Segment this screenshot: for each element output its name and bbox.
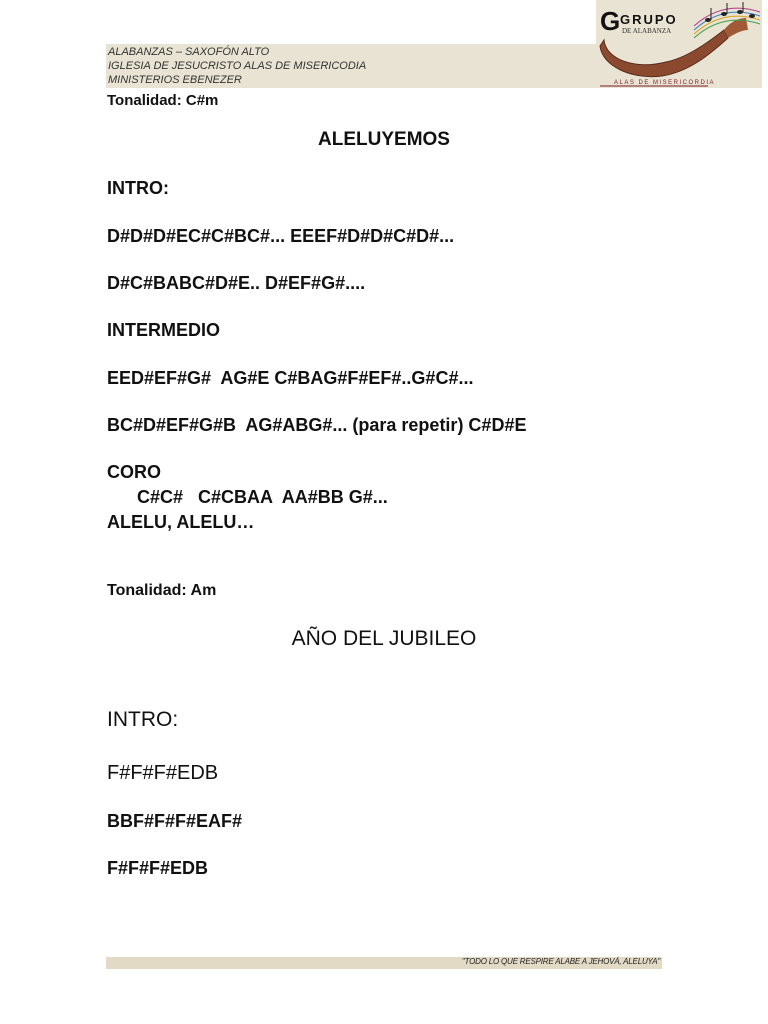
logo-sub: DE ALABANZA	[622, 27, 672, 35]
song1-line-5: EED#EF#G# AG#E C#BAG#F#EF#..G#C#...	[107, 368, 474, 388]
logo-graphic	[596, 0, 762, 88]
header-line-3: MINISTERIOS EBENEZER	[108, 74, 242, 86]
header-line-1: ALABANZAS – SAXOFÓN ALTO	[108, 46, 270, 58]
horn-icon	[600, 30, 728, 77]
logo-g-letter: G	[600, 6, 621, 36]
song1-key: Tonalidad: C#m	[107, 92, 219, 109]
song1-line-9: ALELU, ALELU…	[107, 512, 255, 532]
song2-key: Tonalidad: Am	[107, 582, 217, 599]
song1-line-7: CORO	[107, 462, 161, 482]
song1-line-4: INTERMEDIO	[107, 320, 221, 340]
song2-line-2: F#F#F#EDB	[107, 762, 219, 784]
song1-line-6: BC#D#EF#G#B AG#ABG#... (para repetir) C#D#E	[107, 415, 527, 435]
song1-line-1: INTRO:	[107, 178, 169, 198]
footer-quote: "TODO LO QUE RESPIRE ALABE A JEHOVÁ, ALELUYA"	[461, 957, 660, 966]
song1-line-2: D#D#D#EC#C#BC#... EEEF#D#D#C#D#...	[107, 226, 455, 246]
logo-tagline: ALAS DE MISERICORDIA	[614, 80, 716, 86]
header-line-2: IGLESIA DE JESUCRISTO ALAS DE MISERICODIA	[108, 60, 367, 72]
song2-line-3: BBF#F#F#EAF#	[107, 811, 243, 831]
song1-line-8: C#C# C#CBAA AA#BB G#...	[107, 487, 388, 507]
logo	[596, 0, 762, 88]
song1-title: ALELUYEMOS	[318, 129, 450, 150]
song2-line-4: F#F#F#EDB	[107, 858, 209, 878]
song2-line-1: INTRO:	[107, 708, 179, 731]
song2-title: AÑO DEL JUBILEO	[291, 627, 477, 650]
logo-word: GRUPO	[620, 12, 678, 27]
song1-line-3: D#C#BABC#D#E.. D#EF#G#....	[107, 273, 366, 293]
